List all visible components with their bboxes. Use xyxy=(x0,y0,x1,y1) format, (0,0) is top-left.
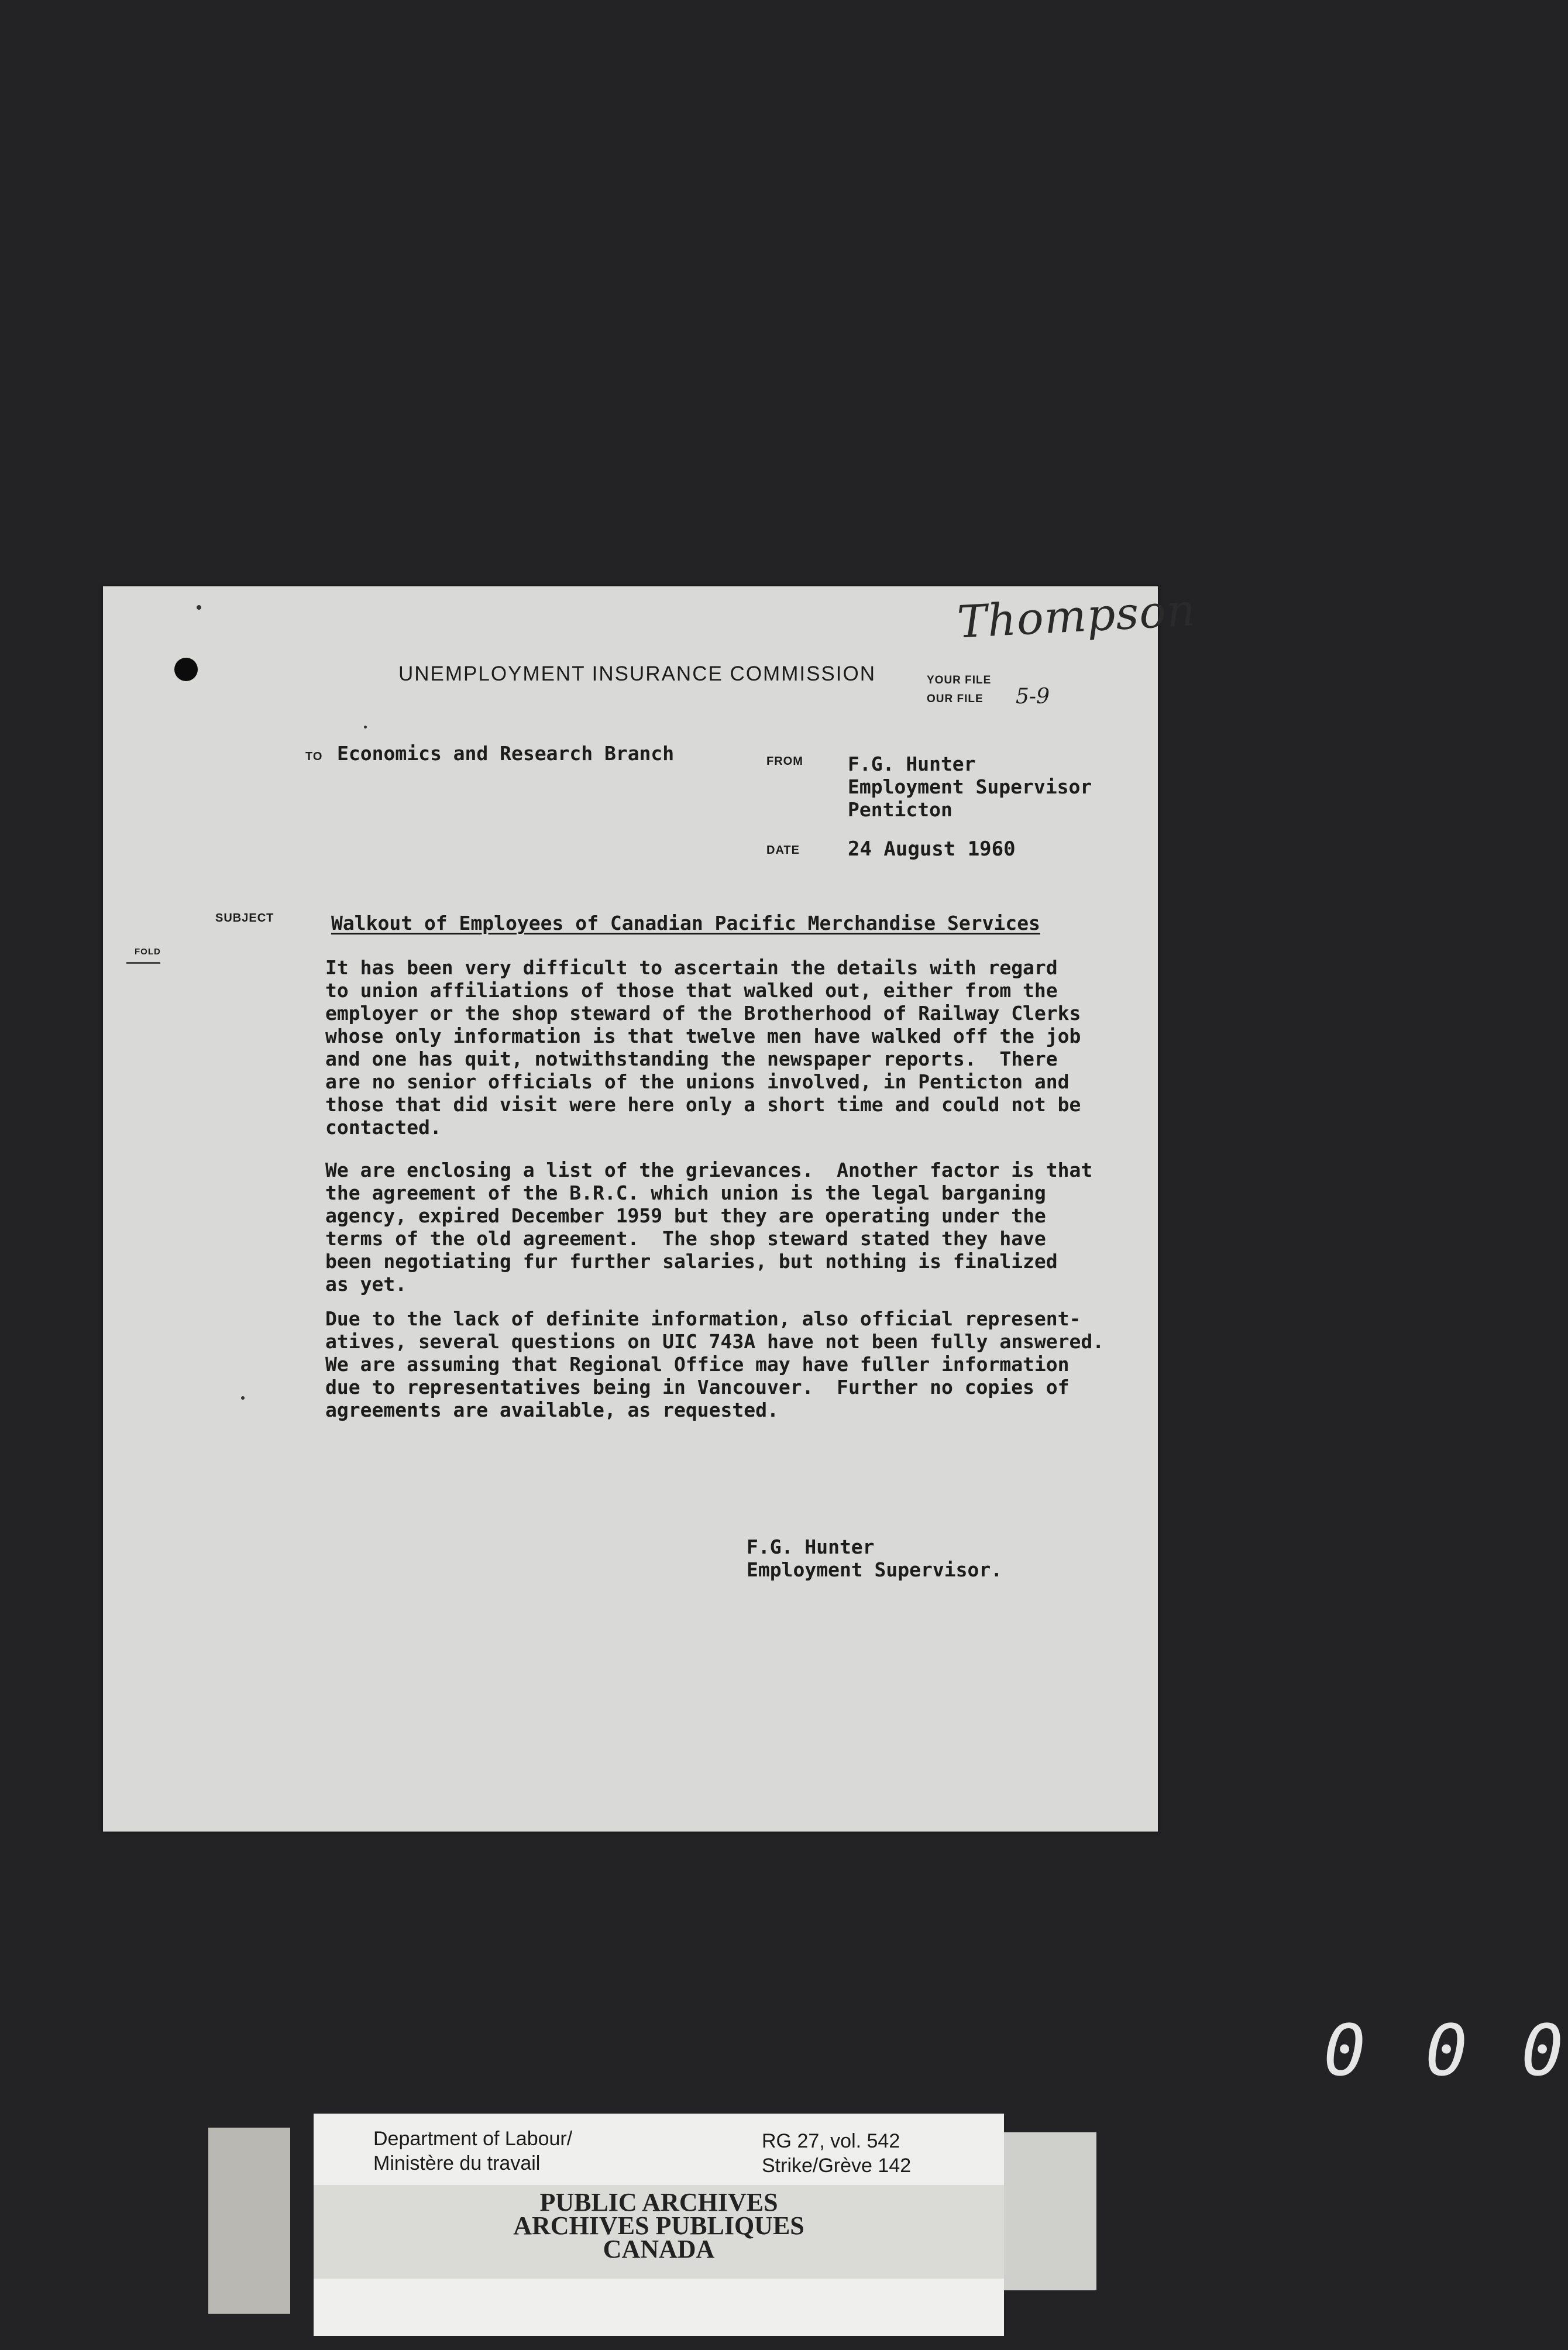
body-paragraph: We are enclosing a list of the grievances. Another factor is that the agreement of the B.R.C. which union is the legal barganing agency, expired December 1959 but they are operating under the terms of the old agreement. The shop steward stated they have been negotiating fur further salaries, but nothing is finalized as yet. xyxy=(325,1159,1093,1296)
from-location: Penticton xyxy=(848,798,953,821)
subject-label: SUBJECT xyxy=(215,912,274,925)
our-file-number: 5-9 xyxy=(1016,685,1050,709)
from-field xyxy=(848,753,1092,821)
archive-card xyxy=(314,2114,1004,2336)
frame-digit: 0 xyxy=(1323,2011,1366,2092)
date-field: 24 August 1960 xyxy=(848,837,1016,861)
from-title: Employment Supervisor xyxy=(848,775,1092,798)
fold-label: FOLD xyxy=(135,947,161,957)
speck xyxy=(364,726,367,729)
body-paragraph: Due to the lack of definite information, also official represent- atives, several questions on UIC 743A have not been fully answered. We are assuming that Regional Office may have fuller information due to representatives being in Vancouver. Further no copies of agreements are available, as requested. xyxy=(325,1307,1105,1421)
frame-digit: 0 xyxy=(1425,2011,1468,2092)
date-label: DATE xyxy=(766,844,800,857)
memo-page xyxy=(103,583,1197,1832)
archive-label xyxy=(208,2114,1098,2336)
handwritten-name: Thompson xyxy=(955,583,1197,648)
stamp-line: CANADA xyxy=(603,2235,715,2263)
from-name: F.G. Hunter xyxy=(848,753,976,775)
to-label: TO xyxy=(305,750,323,763)
fold-mark xyxy=(126,962,160,964)
letterhead: UNEMPLOYMENT INSURANCE COMMISSION xyxy=(398,662,876,685)
from-label: FROM xyxy=(766,755,803,768)
to-field: Economics and Research Branch xyxy=(337,742,675,765)
speck xyxy=(197,605,201,610)
archives-stamp xyxy=(314,2188,1004,2263)
our-file-label: OUR FILE xyxy=(927,693,984,705)
frame-digit: 0 xyxy=(1521,2011,1564,2092)
stamp-line: ARCHIVES PUBLIQUES xyxy=(513,2211,804,2240)
film-tab-left xyxy=(208,2128,290,2314)
punch-hole xyxy=(174,658,198,681)
speck xyxy=(241,1396,245,1400)
subject-line: Walkout of Employees of Canadian Pacific Merchandise Services xyxy=(331,912,1040,934)
your-file-label: YOUR FILE xyxy=(927,674,992,686)
reference-text: RG 27, vol. 542 Strike/Grève 142 xyxy=(762,2130,912,2177)
body-paragraph: It has been very difficult to ascertain the details with regard to union affiliations of those that walked out, either from the employer or the shop steward of the Brotherhood of Railway Clerks whose only information is that twelve men have walked off the job and one has quit, notwithstanding the newspaper reports. There are no senior officials of the unions involved, in Penticton and those that did visit were here only a short time and could not be contacted. xyxy=(325,956,1081,1139)
signature-block: F.G. Hunter Employment Supervisor. xyxy=(747,1535,1003,1581)
stamp-line: PUBLIC ARCHIVES xyxy=(539,2188,778,2217)
film-tab-right xyxy=(1003,2132,1096,2290)
department-text: Department of Labour/ Ministère du travail xyxy=(373,2128,573,2174)
